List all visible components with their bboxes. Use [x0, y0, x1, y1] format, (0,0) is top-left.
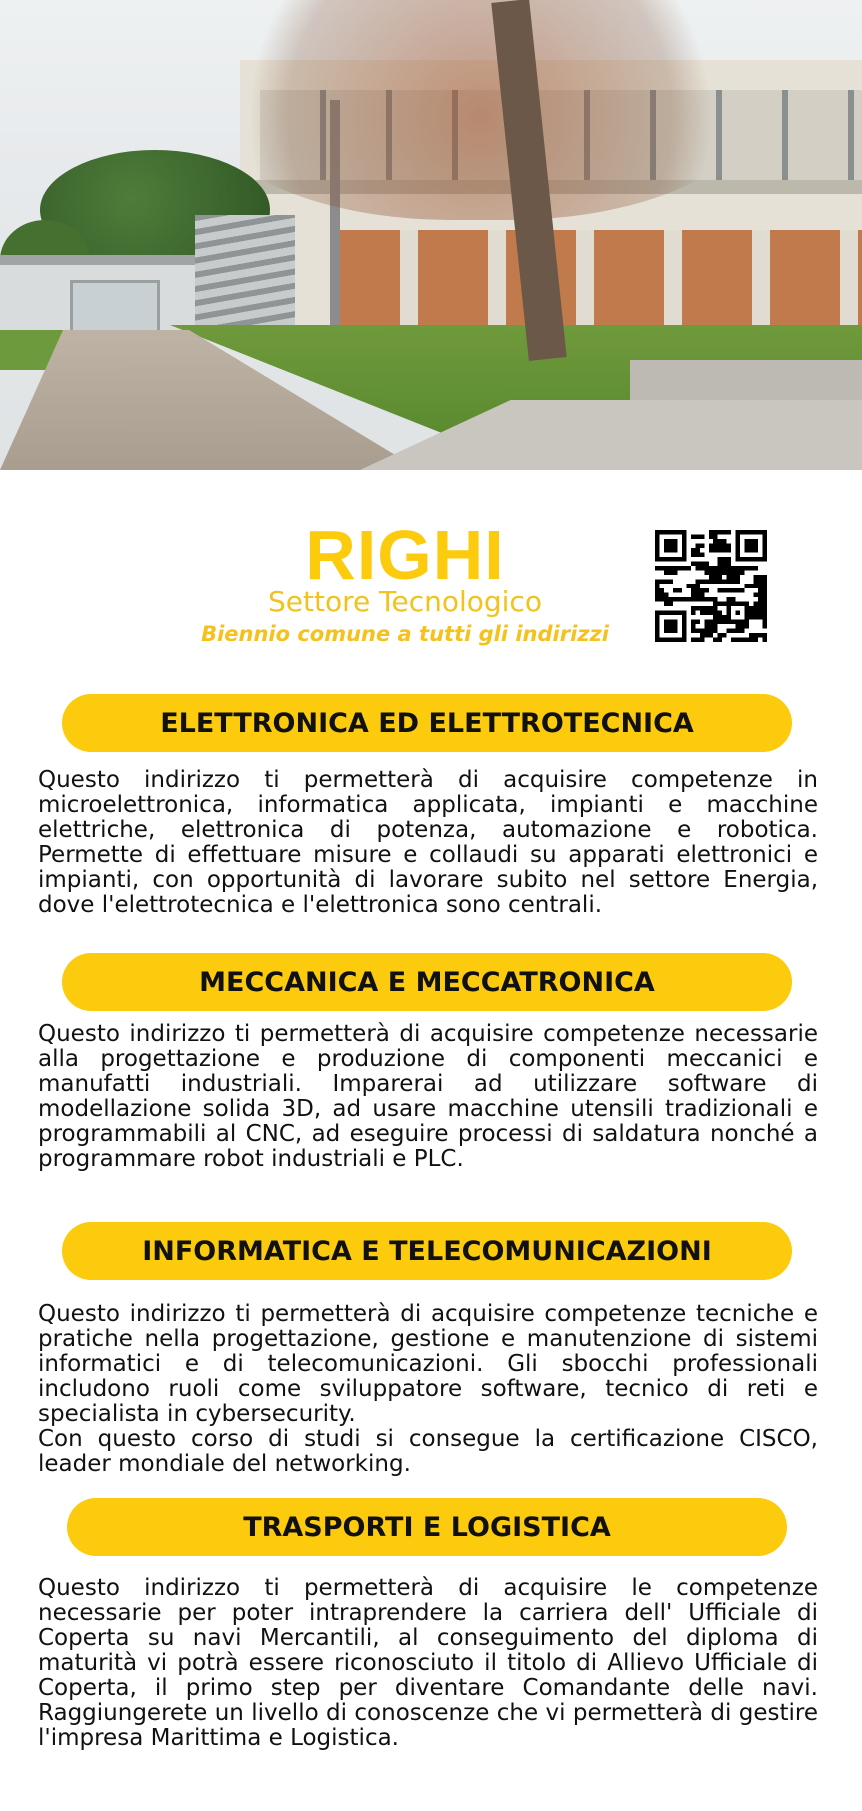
page-title: RIGHI: [305, 516, 505, 594]
section-title-trasporti: TRASPORTI E LOGISTICA: [67, 1498, 787, 1556]
section-title-meccanica: MECCANICA E MECCATRONICA: [62, 953, 792, 1011]
page-subtitle: Settore Tecnologico: [268, 585, 542, 618]
qr-code-icon[interactable]: [655, 530, 767, 642]
section-text-trasporti: Questo indirizzo ti permetterà di acquisire le competenze necessarie per poter intraprendere la carriera dell' Ufficiale di Coperta su navi Mercantili, al conseguimento del diploma di maturità vi potrà essere riconosciuto il titolo di Allievo Ufficiale di Coperta, il primo step per diventare Comandante delle navi. Raggiungerete un livello di conoscenze che vi permetterà di gestire l'impresa Marittima e Logistica.: [38, 1575, 818, 1751]
section-text-meccanica: Questo indirizzo ti permetterà di acquisire competenze necessarie alla progettazione e produzione di componenti meccanici e manufatti industriali. Imparerai ad utilizzare software di modellazione solida 3D, ad usare macchine utensili tradizionali e programmabili al CNC, ad eseguire processi di saldatura nonché a programmare robot industriali e PLC.: [38, 1021, 818, 1172]
section-text-informatica: Questo indirizzo ti permetterà di acquisire competenze tecniche e pratiche nella progettazione, gestione e manutenzione di sistemi informatici e di telecomunicazioni. Gli sbocchi professionali includono ruoli come sviluppatore software, tecnico di reti e specialista in cybersecurity. Con questo corso di studi si consegue la certificazione CISCO, leader mondiale del networking.: [38, 1301, 818, 1477]
section-text-elettronica: Questo indirizzo ti permetterà di acquisire competenze in microelettronica, informatica applicata, impianti e macchine elettriche, elettronica di potenza, automazione e robotica. Permette di effettuare misure e collaudi su apparati elettronici e impianti, con opportunità di lavorare subito nel settore Energia, dove l'elettrotecnica e l'elettronica sono centrali.: [38, 767, 818, 918]
page-tagline: Biennio comune a tutti gli indirizzi: [201, 622, 609, 646]
section-title-elettronica: ELETTRONICA ED ELETTROTECNICA: [62, 694, 792, 752]
section-title-informatica: INFORMATICA E TELECOMUNICAZIONI: [62, 1222, 792, 1280]
school-building-photo: [0, 0, 862, 470]
